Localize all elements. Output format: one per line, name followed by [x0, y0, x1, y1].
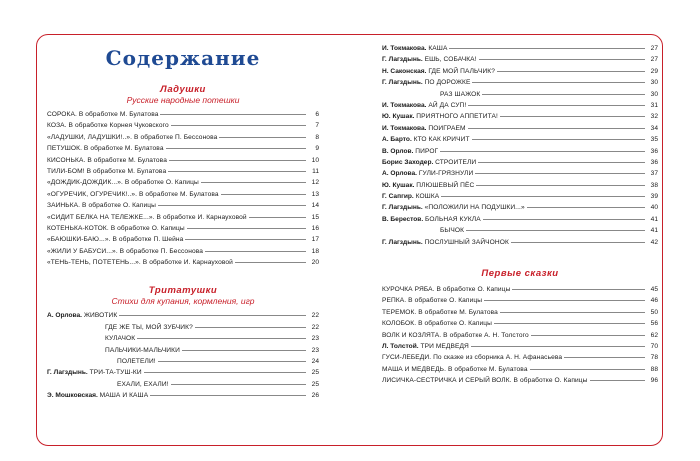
toc-entry — [47, 212, 319, 223]
toc-entry-page: 27 — [650, 56, 658, 64]
toc-entry — [382, 202, 658, 213]
toc-entry-text — [47, 155, 167, 166]
toc-entry — [382, 225, 658, 236]
toc-entry-page: 10 — [311, 156, 319, 164]
toc-leader-dots — [166, 148, 306, 149]
toc-entry-title: МАША И КАША — [99, 392, 149, 400]
toc-leader-dots — [500, 116, 645, 117]
toc-entry-page: 37 — [650, 170, 658, 178]
toc-leader-dots — [468, 128, 645, 129]
toc-entry-text — [47, 234, 183, 245]
toc-entry — [382, 191, 658, 202]
toc-entry-title: ПРИЯТНОГО АППЕТИТА! — [416, 113, 498, 121]
toc-entry-title: ГДЕ ЖЕ ТЫ, МОЙ ЗУБЧИК? — [105, 323, 193, 331]
toc-leader-dots — [144, 372, 306, 373]
toc-entry-text — [47, 200, 156, 211]
toc-entry-page: 13 — [311, 190, 319, 198]
toc-leader-dots — [440, 151, 645, 152]
toc-entry-page: 12 — [311, 179, 319, 187]
toc-leader-dots — [150, 395, 306, 396]
toc-entry-text — [382, 157, 476, 168]
toc-leader-dots — [201, 182, 306, 183]
toc-entry-page: 25 — [311, 369, 319, 377]
toc-entry-author: И. Токмакова. — [382, 124, 427, 132]
toc-entry — [47, 143, 319, 154]
toc-entry — [47, 246, 319, 257]
toc-leader-dots — [531, 335, 645, 336]
toc-entry-text — [47, 310, 117, 321]
toc-leader-dots — [472, 139, 645, 140]
toc-entry-text — [47, 356, 156, 367]
toc-entry-text — [47, 166, 166, 177]
toc-leader-dots — [221, 194, 306, 195]
toc-entry-page: 96 — [650, 377, 658, 385]
toc-entry — [382, 157, 658, 168]
toc-entry-author: Борис Заходер. — [382, 158, 434, 166]
toc-entry-title: КОЗА. В обработке Корнея Чуковского — [47, 122, 169, 130]
toc-leader-dots — [449, 48, 645, 49]
toc-entry — [382, 295, 658, 306]
toc-entry — [47, 333, 319, 344]
toc-entry-page: 39 — [650, 193, 658, 201]
toc-entry-text — [47, 189, 219, 200]
toc-leader-dots — [182, 350, 306, 351]
toc-leader-dots — [466, 230, 645, 231]
toc-leader-dots — [471, 346, 645, 347]
toc-entry-page: 23 — [311, 346, 319, 354]
toc-entry — [47, 310, 319, 321]
toc-entry-text — [382, 66, 495, 77]
toc-leader-dots — [475, 173, 645, 174]
toc-entry — [382, 375, 658, 386]
toc-entry-title: «ДОЖДИК-ДОЖДИК...». В обработке О. Капицы — [47, 179, 199, 187]
section-title-tritatushki: Тритатушки — [148, 285, 218, 297]
toc-entry-page: 20 — [311, 259, 319, 267]
toc-entry-page: 30 — [650, 90, 658, 98]
toc-entry-title: АЙ ДА СУП! — [428, 101, 467, 109]
toc-entry-title: ПО ДОРОЖКЕ — [424, 79, 471, 87]
toc-entry — [382, 100, 658, 111]
section-entries-continued — [382, 43, 658, 248]
toc-entry-text — [382, 375, 588, 386]
toc-entry-title: ЖИВОТИК — [83, 312, 118, 320]
toc-entry-text — [382, 225, 464, 236]
toc-entry-title: «СИДИТ БЕЛКА НА ТЕЛЕЖКЕ...». В обработке И. Карнауховой — [47, 213, 247, 221]
toc-entry-text — [382, 54, 477, 65]
toc-entry — [47, 155, 319, 166]
toc-entry-author: А. Орлова. — [382, 170, 418, 178]
toc-entry-title: «ОГУРЕЧИК, ОГУРЕЧИК!..». В обработке М. Булатова — [47, 190, 219, 198]
section-entries-tritatushki — [47, 310, 319, 401]
toc-entry-title: «ЖИЛИ У БАБУСИ...». В обработке П. Бессонова — [47, 247, 204, 255]
section-entries-ladushki — [47, 109, 319, 268]
toc-entry-title: ТИЛИ-БОМ! В обработке М. Булатова — [47, 167, 167, 175]
toc-entry-title: БОЛЬНАЯ КУКЛА — [425, 215, 481, 223]
toc-entry-author: Г. Лагздынь. — [382, 79, 423, 87]
toc-entry-title: ТЕРЕМОК. В обработке М. Булатова — [382, 308, 498, 316]
toc-entry-title: ПЛЮШЕВЫЙ ПЁС — [416, 181, 475, 189]
section-subtitle-tritatushki: Стихи для купания, кормления, игр — [111, 296, 255, 307]
toc-entry-text — [382, 43, 447, 54]
toc-entry-text — [47, 367, 142, 378]
toc-entry-text — [47, 390, 148, 401]
toc-entry-page: 26 — [311, 392, 319, 400]
toc-leader-dots — [590, 380, 646, 381]
toc-entry-title: ПОИГРАЕМ — [428, 124, 466, 132]
toc-entry-author: Н. Саконская. — [382, 67, 427, 75]
toc-entry-page: 27 — [650, 45, 658, 52]
toc-entry-author: Г. Лагздынь. — [382, 238, 423, 246]
toc-entry — [382, 111, 658, 122]
toc-entry-title: ПОЛЕТЕЛИ! — [117, 358, 156, 366]
toc-entry-page: 29 — [650, 67, 658, 75]
toc-entry-page: 56 — [650, 320, 658, 328]
toc-leader-dots — [249, 217, 306, 218]
toc-entry-page: 42 — [650, 238, 658, 246]
toc-leader-dots — [484, 300, 645, 301]
toc-entry-page: 78 — [650, 354, 658, 362]
toc-entry-author: В. Берестов. — [382, 215, 424, 223]
toc-entry-text — [47, 246, 203, 257]
toc-entry — [47, 345, 319, 356]
toc-leader-dots — [160, 114, 306, 115]
toc-entry — [47, 166, 319, 177]
toc-entry-title: ГДЕ МОЙ ПАЛЬЧИК? — [428, 67, 496, 75]
toc-entry-title: СОРОКА. В обработке М. Булатова — [47, 111, 159, 118]
toc-entry-text — [382, 77, 470, 88]
toc-entry — [47, 390, 319, 401]
section-subtitle-ladushki: Русские народные потешки — [126, 95, 240, 105]
right-column — [382, 43, 658, 387]
toc-entry — [47, 322, 319, 333]
toc-entry-title: РАЗ ШАЖОК — [440, 90, 481, 98]
toc-leader-dots — [205, 251, 306, 252]
toc-entry-text — [382, 134, 470, 145]
toc-leader-dots — [171, 125, 306, 126]
toc-entry-title: ЛИСИЧКА-СЕСТРИЧКА И СЕРЫЙ ВОЛК. В обработке О. Капицы — [382, 377, 588, 385]
toc-entry-text — [382, 318, 492, 329]
toc-leader-dots — [185, 239, 306, 240]
toc-entry-page: 35 — [650, 136, 658, 144]
toc-entry-author: Ю. Кушак. — [382, 181, 415, 189]
toc-entry-text — [47, 379, 169, 390]
toc-entry — [382, 237, 658, 248]
toc-entry — [47, 367, 319, 378]
page-title: Содержание — [105, 46, 261, 70]
toc-leader-dots — [512, 289, 645, 290]
toc-entry-page: 41 — [650, 215, 658, 223]
toc-leader-dots — [441, 196, 645, 197]
toc-entry — [47, 379, 319, 390]
toc-entry-title: СТРОИТЕЛИ — [435, 158, 477, 166]
toc-entry-text — [382, 202, 525, 213]
toc-entry-title: ГУСИ-ЛЕБЕДИ. По сказке из сборника А. Н. Афанасьева — [382, 354, 563, 362]
toc-entry — [382, 180, 658, 191]
toc-entry-title: ТРИ МЕДВЕДЯ — [420, 342, 469, 350]
toc-entry-text — [47, 120, 169, 131]
toc-entry — [382, 89, 658, 100]
toc-entry-author: И. Токмакова. — [382, 101, 427, 109]
toc-leader-dots — [137, 338, 306, 339]
toc-entry-page: 9 — [315, 145, 319, 153]
section-entries-pervye-skazki — [382, 284, 658, 387]
toc-leader-dots — [500, 312, 645, 313]
toc-leader-dots — [171, 384, 306, 385]
toc-entry-page: 31 — [650, 101, 658, 109]
toc-entry-author: Г. Лагздынь. — [382, 56, 423, 64]
toc-entry-text — [47, 223, 185, 234]
toc-entry-title: КУЛАЧОК — [105, 335, 136, 343]
toc-entry — [382, 364, 658, 375]
toc-entry-text — [382, 168, 473, 179]
toc-entry — [382, 330, 658, 341]
toc-leader-dots — [158, 361, 306, 362]
left-column — [47, 84, 319, 402]
toc-entry-page: 34 — [650, 124, 658, 132]
toc-leader-dots — [169, 160, 306, 161]
toc-entry-text — [382, 214, 481, 225]
toc-entry-title: КОТЕНЬКА-КОТОК. В обработке О. Капицы — [47, 224, 185, 232]
toc-leader-dots — [482, 94, 645, 95]
toc-entry-author: И. Токмакова. — [382, 45, 427, 52]
toc-entry-page: 46 — [650, 297, 658, 305]
toc-entry — [47, 120, 319, 131]
toc-entry-title: КТО КАК КРИЧИТ — [413, 136, 470, 144]
toc-entry-text — [382, 180, 474, 191]
toc-entry-title: ЗАИНЬКА. В обработке О. Капицы — [47, 202, 156, 210]
toc-entry-text — [382, 237, 509, 248]
toc-entry-text — [47, 345, 180, 356]
toc-leader-dots — [219, 137, 306, 138]
toc-entry-author: Ю. Кушак. — [382, 113, 415, 121]
toc-entry — [47, 109, 319, 120]
toc-entry-page: 88 — [650, 365, 658, 373]
toc-entry-author: А. Барто. — [382, 136, 412, 144]
toc-entry-page: 18 — [311, 247, 319, 255]
toc-entry-page: 15 — [311, 213, 319, 221]
toc-entry-text — [382, 111, 498, 122]
toc-entry-title: РЕПКА. В обработке О. Капицы — [382, 297, 483, 305]
toc-entry-text — [382, 364, 528, 375]
toc-entry-page: 45 — [650, 286, 658, 294]
toc-leader-dots — [527, 207, 645, 208]
toc-entry-text — [47, 143, 164, 154]
toc-entry-title: КАША — [428, 45, 448, 52]
toc-entry-page: 22 — [311, 323, 319, 331]
toc-entry-title: БЫЧОК — [440, 227, 465, 235]
toc-entry-title: ВОЛК И КОЗЛЯТА. В обработке А. Н. Толстого — [382, 331, 529, 339]
toc-leader-dots — [494, 323, 645, 324]
toc-entry-title: «ЛАДУШКИ, ЛАДУШКИ!..». В обработке П. Бессонова — [47, 133, 218, 141]
toc-entry — [47, 177, 319, 188]
section-title-ladushki: Ладушки — [160, 84, 206, 95]
toc-entry — [382, 284, 658, 295]
toc-leader-dots — [235, 262, 306, 263]
toc-entry — [47, 132, 319, 143]
toc-entry-author: Л. Толстой. — [382, 342, 419, 350]
toc-entry-text — [382, 100, 466, 111]
toc-entry-author: Г. Лагздынь. — [47, 369, 88, 377]
toc-entry-text — [382, 89, 480, 100]
toc-leader-dots — [468, 105, 645, 106]
toc-leader-dots — [195, 327, 306, 328]
toc-entry-text — [47, 257, 233, 268]
toc-entry — [382, 307, 658, 318]
toc-entry-text — [382, 284, 510, 295]
toc-entry-page: 36 — [650, 147, 658, 155]
toc-entry-page: 14 — [311, 202, 319, 210]
toc-entry-page: 70 — [650, 342, 658, 350]
toc-entry-text — [47, 177, 199, 188]
toc-entry-text — [382, 146, 438, 157]
toc-entry-page: 16 — [311, 224, 319, 232]
toc-entry-text — [382, 191, 439, 202]
toc-entry-text — [382, 352, 562, 363]
toc-entry-title: ПОСЛУШНЫЙ ЗАЙЧОНОК — [424, 238, 509, 246]
toc-entry — [47, 200, 319, 211]
toc-entry-page: 50 — [650, 308, 658, 316]
toc-entry — [382, 54, 658, 65]
toc-leader-dots — [472, 82, 645, 83]
toc-entry-title: «ТЕНЬ-ТЕНЬ, ПОТЕТЕНЬ...». В обработке И. Карнауховой — [47, 259, 233, 267]
toc-entry-title: ЕХАЛИ, ЕХАЛИ! — [117, 380, 169, 388]
toc-entry-page: 36 — [650, 158, 658, 166]
toc-entry-text — [382, 123, 466, 134]
toc-entry — [382, 123, 658, 134]
toc-entry-title: ТРИ-ТА-ТУШ-КИ — [89, 369, 142, 377]
toc-entry — [47, 234, 319, 245]
toc-leader-dots — [564, 357, 645, 358]
toc-entry-text — [47, 109, 158, 120]
toc-entry — [382, 214, 658, 225]
toc-entry — [47, 223, 319, 234]
section-title-pervye-skazki: Первые сказки — [481, 268, 559, 280]
toc-entry — [382, 146, 658, 157]
toc-entry-author: Э. Мошковская. — [47, 392, 98, 400]
toc-entry-page: 17 — [311, 236, 319, 244]
toc-entry-title: «БАЮШКИ-БАЮ...». В обработке П. Шейна — [47, 236, 184, 244]
toc-entry-page: 62 — [650, 331, 658, 339]
toc-leader-dots — [187, 228, 306, 229]
toc-leader-dots — [476, 185, 645, 186]
toc-entry-page: 11 — [312, 167, 319, 175]
toc-entry-author: Г. Сапгир. — [382, 193, 414, 201]
toc-entry-page: 8 — [315, 133, 319, 141]
toc-leader-dots — [168, 171, 306, 172]
toc-entry-page: 38 — [650, 181, 658, 189]
toc-leader-dots — [478, 162, 645, 163]
toc-entry-title: ЕШЬ, СОБАЧКА! — [424, 56, 477, 64]
toc-entry-title: ГУЛИ-ГРЯЗНУЛИ — [418, 170, 474, 178]
toc-leader-dots — [530, 369, 645, 370]
toc-entry — [382, 352, 658, 363]
toc-entry-page: 30 — [650, 79, 658, 87]
toc-entry-text — [382, 341, 469, 352]
toc-entry-title: «ПОЛОЖИЛИ НА ПОДУШКИ...» — [424, 204, 525, 212]
toc-leader-dots — [497, 71, 645, 72]
toc-entry — [382, 168, 658, 179]
toc-entry-page: 6 — [315, 111, 319, 118]
toc-entry-title: ПАЛЬЧИКИ-МАЛЬЧИКИ — [105, 346, 180, 354]
toc-entry-title: КОЛОБОК. В обработке О. Капицы — [382, 320, 493, 328]
toc-leader-dots — [511, 242, 645, 243]
toc-entry-title: КОШКА — [415, 193, 440, 201]
toc-entry — [382, 318, 658, 329]
toc-entry-page: 41 — [650, 227, 658, 235]
toc-entry-page: 25 — [311, 380, 319, 388]
toc-entry — [382, 77, 658, 88]
toc-entry-text — [47, 132, 217, 143]
toc-leader-dots — [483, 219, 645, 220]
toc-entry — [47, 356, 319, 367]
toc-entry-text — [382, 330, 529, 341]
toc-entry-title: МАША И МЕДВЕДЬ. В обработке М. Булатова — [382, 365, 528, 373]
toc-entry-title: КУРОЧКА РЯБА. В обработке О. Капицы — [382, 286, 511, 294]
toc-entry-author: А. Орлова. — [47, 312, 83, 320]
toc-entry-text — [382, 295, 482, 306]
toc-leader-dots — [479, 59, 645, 60]
toc-leader-dots — [119, 315, 306, 316]
toc-entry — [47, 257, 319, 268]
toc-entry — [382, 66, 658, 77]
toc-entry-page: 7 — [315, 122, 319, 130]
toc-entry-text — [47, 322, 193, 333]
toc-entry — [382, 43, 658, 54]
toc-entry-text — [47, 212, 247, 223]
toc-entry-page: 23 — [311, 335, 319, 343]
toc-entry-author: В. Орлов. — [382, 147, 414, 155]
toc-entry-title: ПЕТУШОК. В обработке М. Булатова — [47, 145, 164, 153]
toc-entry-title: ПИРОГ — [415, 147, 439, 155]
toc-entry — [382, 341, 658, 352]
toc-entry-text — [382, 307, 498, 318]
toc-entry-page: 24 — [311, 358, 319, 366]
toc-entry — [382, 134, 658, 145]
toc-entry — [47, 189, 319, 200]
toc-entry-page: 22 — [311, 312, 319, 320]
toc-entry-title: КИСОНЬКА. В обработке М. Булатова — [47, 156, 167, 164]
toc-entry-author: Г. Лагздынь. — [382, 204, 423, 212]
toc-entry-text — [47, 333, 135, 344]
toc-leader-dots — [158, 205, 306, 206]
toc-entry-page: 32 — [650, 113, 658, 121]
toc-entry-page: 40 — [650, 204, 658, 212]
